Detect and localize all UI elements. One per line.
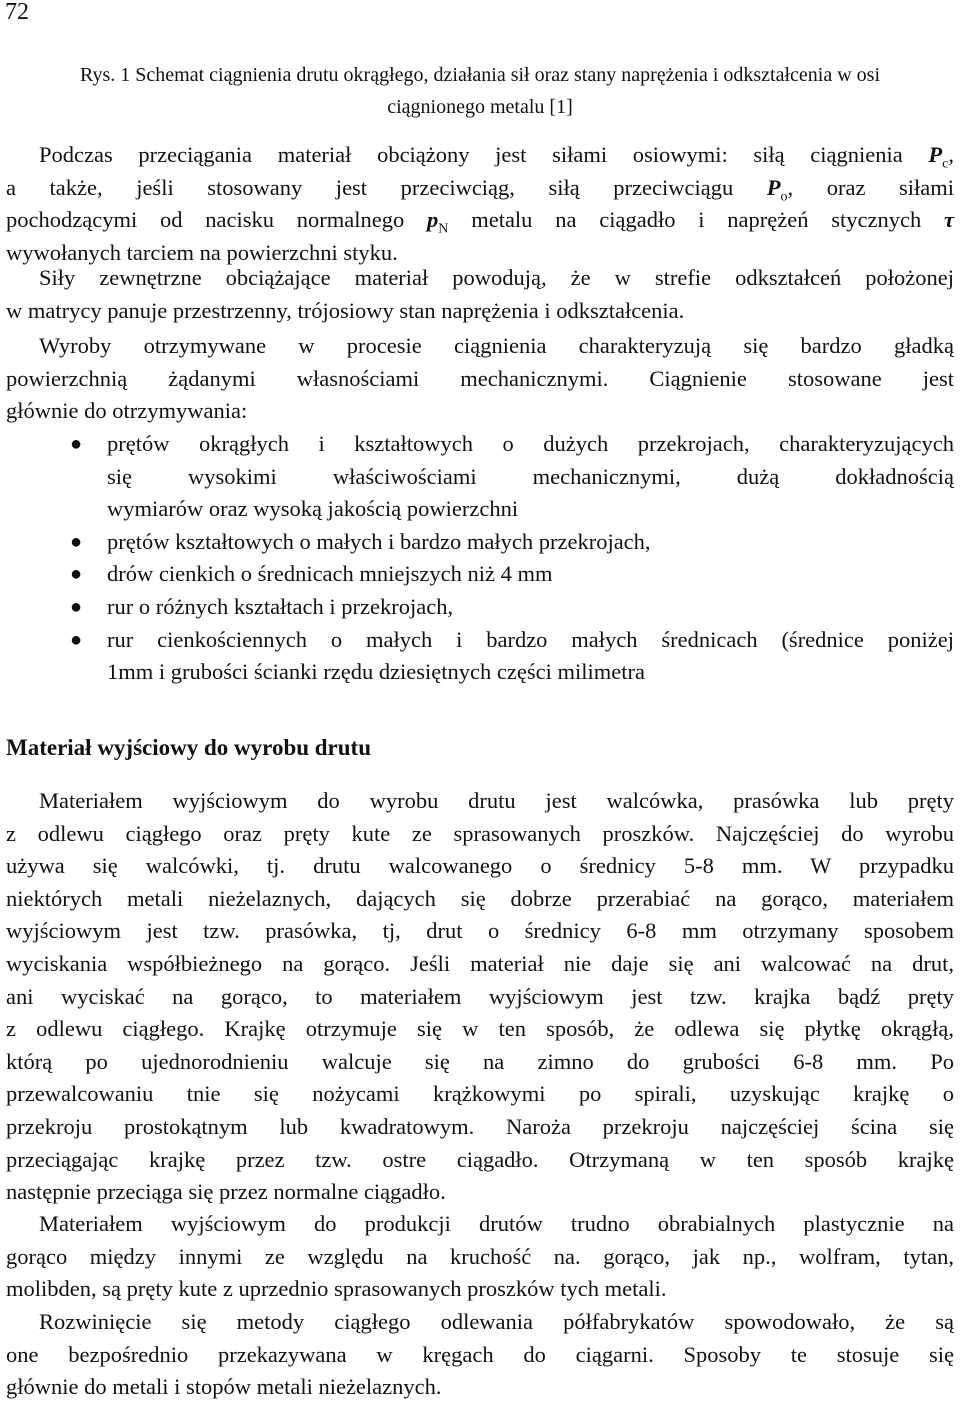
- bullet-icon: ●: [70, 628, 83, 651]
- text-line: głównie do otrzymywania:: [6, 398, 248, 424]
- list-item: ● rur o różnych kształtach i przekrojach,: [0, 591, 954, 624]
- list-item: ● prętów okrągłych i kształtowych o dużych przekrojach, charakteryzujących się wysokimi właściwościami mechanicznymi, dużą dokładnością wymiarów oraz wysoką jakością powierzchni: [0, 428, 954, 526]
- symbol-po: P: [766, 174, 781, 200]
- text-line: Podczas przeciągania materiał obciążony jest siłami osiowymi: siłą ciągnienia $P_c$,: [39, 142, 954, 172]
- text-line: w matrycy panuje przestrzenny, trójosiowy stan naprężenia i odkształcenia.: [6, 297, 685, 323]
- paragraph-input-material: [6, 785, 954, 1209]
- symbol-pn: p: [427, 207, 439, 233]
- paragraph-forces: [6, 139, 954, 269]
- caption-line: Rys. 1 Schemat ciągnienia drutu okrągłego, działania sił oraz stany naprężenia i odkształcenia w osi: [79, 64, 881, 86]
- text-line: z odlewu ciągłego oraz pręty kute ze sprasowanych proszków. Najczęściej do wyrobu: [6, 820, 954, 846]
- paragraph-continuous-casting: [6, 1306, 954, 1404]
- text-line: powierzchnią żądanymi własnościami mechanicznymi. Ciągnienie stosowane jest: [6, 365, 954, 391]
- text-line: przewalcowaniu tnie się nożycami krążkowymi po spirali, uzyskując krajkę o: [6, 1081, 954, 1107]
- text-line: z odlewu ciągłego. Krajkę otrzymuje się w ten sposób, że odlewa się płytkę okrągłą,: [6, 1016, 954, 1042]
- bullet-icon: ●: [70, 563, 83, 586]
- text-line: molibden, są pręty kute z uprzednio sprasowanych proszków tych metali.: [6, 1276, 667, 1302]
- text-line: głównie do metali i stopów metali nieżelaznych.: [6, 1374, 442, 1400]
- text-line: Materiałem wyjściowym do produkcji drutów trudno obrabialnych plastycznie na: [39, 1211, 954, 1236]
- bullet-icon: ●: [70, 433, 83, 455]
- bullet-icon: ●: [70, 530, 83, 553]
- text-line: następnie przeciąga się przez normalne ciągadło.: [6, 1179, 446, 1205]
- text-line: którą po ujednorodnieniu walcuje się na zimno do grubości 6-8 mm. Po: [6, 1048, 954, 1074]
- paragraph-external-forces: [6, 262, 954, 327]
- bullet-list: [0, 428, 960, 689]
- text-line: gorąco między innymi ze względu na kruchość na. gorąco, jak np., wolfram, tytan,: [6, 1243, 954, 1269]
- text-line: wyjściowym jest tzw. prasówka, tj, drut o średnicy 6-8 mm otrzymany sposobem: [6, 918, 954, 944]
- bullet-icon: ●: [70, 595, 83, 618]
- caption-line: ciągnionego metalu [1]: [387, 96, 573, 118]
- list-item: ● drów cienkich o średnicach mniejszych niż 4 mm: [0, 558, 954, 591]
- list-item: ● rur cienkościennych o małych i bardzo małych średnicach (średnice poniżej 1mm i grubości ścianki rzędu dziesiętnych części milimetra: [0, 624, 954, 689]
- text-line: a także, jeśli stosowany jest przeciwciąg, siłą przeciwciągu $P_o$, oraz siłami: [6, 174, 954, 205]
- list-item: ● prętów kształtowych o małych i bardzo małych przekrojach,: [0, 526, 954, 559]
- text-line: Materiałem wyjściowym do wyrobu drutu jest walcówka, prasówka lub pręty: [39, 788, 954, 813]
- paragraph-hard-materials: [6, 1208, 954, 1306]
- symbol-tau: τ: [944, 207, 954, 233]
- text-line: niektórych metali nieżelaznych, dających się dobrze przerabiać na gorąco, materiałem: [6, 885, 954, 911]
- text-line: wywołanych tarciem na powierzchni styku.: [6, 239, 398, 265]
- text-line: ani wyciskać na gorąco, to materiałem wyjściowym jest tzw. krajka bądź pręty: [6, 983, 954, 1009]
- text-line: wyciskania współbieżnego na gorąco. Jeśli materiał nie daje się ani walcować na drut,: [6, 950, 954, 976]
- text-line: przekroju prostokątnym lub kwadratowym. Naroża przekroju najczęściej ścina się: [6, 1113, 954, 1139]
- text-line: Wyroby otrzymywane w procesie ciągnienia charakteryzują się bardzo gładką: [39, 333, 954, 358]
- symbol-pc: P: [928, 142, 943, 167]
- page-number: 72: [5, 0, 29, 25]
- text-line: one bezpośrednio przekazywana w kręgach do ciągarni. Sposoby te stosuje się: [6, 1341, 954, 1367]
- text-line: pochodzącymi od nacisku normalnego $p_N$ metalu na ciągadło i naprężeń stycznych τ: [6, 207, 954, 237]
- text-line: Siły zewnętrzne obciążające materiał powodują, że w strefie odkształceń położonej: [39, 265, 954, 290]
- text-line: używa się walcówki, tj. drutu walcowanego o średnicy 5-8 mm. W przypadku: [6, 853, 954, 879]
- text-line: przeciągając krajkę przez tzw. ostre ciągadło. Otrzymaną w ten sposób krajkę: [6, 1146, 954, 1172]
- figure-caption: [0, 59, 960, 123]
- section-heading: Materiał wyjściowy do wyrobu drutu: [6, 735, 372, 760]
- paragraph-products: [6, 330, 954, 428]
- text-line: Rozwinięcie się metody ciągłego odlewania półfabrykatów spowodowało, że są: [39, 1309, 954, 1334]
